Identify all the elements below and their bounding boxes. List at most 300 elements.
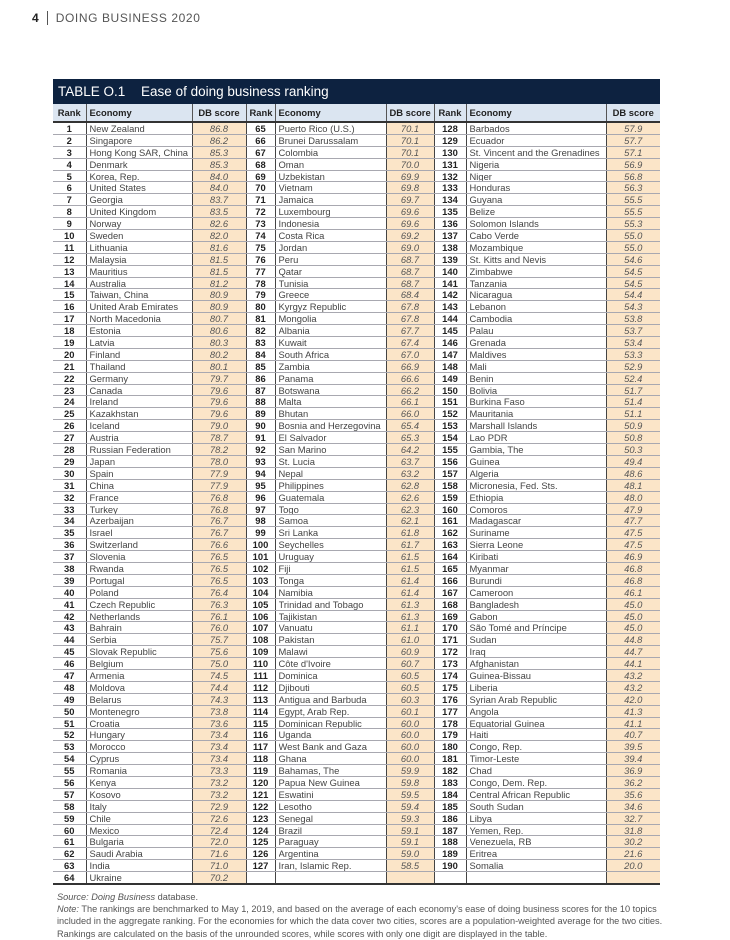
db-score-cell (606, 206, 660, 218)
rank-cell-text: 55 (64, 765, 75, 776)
source-line (57, 891, 669, 903)
db-score-cell (386, 788, 434, 800)
rank-cell-text: 158 (442, 479, 458, 491)
db-score-cell (386, 301, 434, 313)
rank-cell-text: 171 (442, 634, 458, 646)
db-score-cell (386, 622, 434, 634)
db-score-cell (606, 218, 660, 230)
db-score-cell-text: 69.2 (400, 230, 420, 241)
db-score-cell (386, 134, 434, 146)
economy-cell-text: Seychelles (278, 539, 324, 551)
db-score-cell-text: 59.8 (400, 776, 420, 788)
rank-cell-text: 117 (252, 741, 269, 753)
economy-cell-text: Paraguay (278, 836, 319, 848)
economy-cell (86, 669, 192, 681)
table-row (53, 729, 660, 741)
db-score-cell-text: 72.6 (209, 812, 229, 824)
rank-cell (53, 170, 86, 182)
table-row (53, 348, 660, 360)
economy-cell (466, 253, 606, 265)
db-score-cell-text: 79.6 (209, 396, 229, 408)
rank-cell-text: 106 (252, 610, 269, 622)
economy-cell (275, 301, 386, 313)
rank-cell (53, 146, 86, 158)
economy-cell (275, 776, 386, 788)
rank-cell-text: 141 (442, 277, 458, 289)
db-score-cell-text: 76.1 (209, 610, 229, 622)
db-score-cell (192, 812, 246, 824)
rank-cell-text: 189 (442, 848, 458, 860)
db-score-cell (386, 230, 434, 242)
rank-cell-text: 53 (64, 741, 75, 753)
economy-cell-text: Netherlands (89, 610, 141, 622)
db-score-cell (606, 313, 660, 325)
rank-cell (53, 134, 86, 146)
rank-cell-text: 104 (252, 586, 269, 598)
header-db-score: DB score (386, 104, 434, 122)
db-score-cell-text: 61.0 (400, 634, 420, 646)
economy-cell-text: Korea, Rep. (89, 170, 140, 182)
economy-cell (466, 360, 606, 372)
db-score-cell (192, 574, 246, 586)
db-score-cell-text: 72.0 (209, 836, 229, 848)
rank-cell (53, 800, 86, 812)
rank-cell (53, 432, 86, 444)
economy-cell (275, 836, 386, 848)
rank-cell (434, 265, 466, 277)
header-rank: Rank (53, 104, 86, 122)
economy-cell (275, 717, 386, 729)
rank-cell (246, 253, 275, 265)
db-score-cell (192, 384, 246, 396)
table-row (53, 337, 660, 349)
economy-cell-text: Palau (469, 325, 494, 337)
db-score-cell (192, 170, 246, 182)
economy-cell (466, 574, 606, 586)
rank-cell (434, 444, 466, 456)
db-score-cell (606, 610, 660, 622)
rank-cell-text: 73 (255, 218, 266, 230)
rank-cell (434, 812, 466, 824)
db-score-cell-text: 60.1 (400, 705, 420, 717)
economy-cell (466, 646, 606, 658)
rank-cell (434, 230, 466, 242)
rank-cell (246, 753, 275, 765)
rank-cell-text: 28 (64, 444, 75, 455)
economy-cell (86, 765, 192, 777)
economy-cell-text: Lithuania (89, 241, 128, 253)
rank-cell (434, 622, 466, 634)
db-score-cell-text: 74.4 (209, 681, 229, 693)
table-row (53, 717, 660, 729)
rank-cell (246, 872, 275, 884)
table-row (53, 396, 660, 408)
economy-cell-text: Comoros (469, 503, 508, 515)
economy-cell-text: Jordan (278, 241, 308, 253)
db-score-cell (386, 562, 434, 574)
economy-cell-text: Samoa (278, 515, 309, 527)
table-row (53, 776, 660, 788)
rank-cell (53, 158, 86, 170)
rank-cell-text: 142 (442, 289, 458, 301)
db-score-cell-text: 57.7 (624, 134, 643, 146)
rank-cell (246, 658, 275, 670)
rank-cell (246, 586, 275, 598)
rank-cell (53, 182, 86, 194)
rank-cell-text: 99 (255, 527, 266, 539)
db-score-cell-text: 79.6 (209, 408, 229, 420)
rank-cell-text: 40 (64, 586, 75, 598)
economy-cell (466, 503, 606, 515)
economy-cell-text: China (89, 479, 114, 491)
db-score-cell-text: 66.1 (400, 396, 420, 408)
db-score-cell-text: 73.4 (209, 753, 229, 765)
rank-cell (434, 729, 466, 741)
db-score-cell-text: 71.6 (209, 848, 229, 860)
db-score-cell-text: 20.0 (624, 860, 643, 872)
economy-cell-text: Togo (278, 503, 299, 515)
rank-cell-text: 152 (442, 408, 458, 420)
db-score-cell-text: 68.7 (400, 277, 420, 289)
table-row (53, 265, 660, 277)
rank-cell (53, 812, 86, 824)
rank-cell-text: 174 (442, 669, 458, 681)
db-score-cell-text: 79.6 (209, 384, 229, 396)
rank-cell-text: 6 (66, 182, 72, 194)
db-score-cell-text: 60.0 (400, 717, 420, 729)
economy-cell-text: Brazil (278, 824, 302, 836)
db-score-cell (386, 146, 434, 158)
economy-cell (275, 182, 386, 194)
db-score-cell-text: 68.7 (400, 265, 420, 277)
economy-cell-text: Bahamas, The (278, 765, 340, 776)
rank-cell-text: 5 (66, 170, 72, 182)
db-score-cell (192, 658, 246, 670)
economy-cell-text: Kosovo (89, 788, 121, 800)
rank-cell-text: 81 (255, 313, 266, 325)
db-score-cell (386, 527, 434, 539)
economy-cell-text: Croatia (89, 717, 120, 729)
rank-cell-text: 130 (442, 146, 458, 158)
rank-cell (434, 788, 466, 800)
economy-cell (86, 158, 192, 170)
rank-cell-text: 87 (255, 384, 266, 396)
table-row (53, 574, 660, 586)
rank-cell (53, 788, 86, 800)
db-score-cell (386, 479, 434, 491)
db-score-cell (606, 170, 660, 182)
economy-cell-text: Azerbaijan (89, 515, 134, 527)
db-score-cell-text: 21.6 (624, 848, 643, 860)
rank-cell-text: 134 (442, 194, 458, 206)
db-score-cell-text: 56.8 (624, 170, 643, 182)
rank-cell (434, 467, 466, 479)
table-row (53, 741, 660, 753)
economy-cell (275, 693, 386, 705)
table-row (53, 824, 660, 836)
db-score-cell-text: 67.4 (400, 337, 420, 348)
economy-cell (275, 265, 386, 277)
rank-cell (246, 634, 275, 646)
rank-cell (53, 277, 86, 289)
rank-cell-text: 38 (64, 562, 75, 574)
rank-cell-text: 92 (255, 444, 266, 455)
economy-cell-text: Burkina Faso (469, 396, 525, 408)
rank-cell (53, 396, 86, 408)
db-score-cell (386, 313, 434, 325)
economy-cell-text: Ecuador (469, 134, 505, 146)
rank-cell-text: 185 (442, 800, 458, 812)
rank-cell-text: 126 (252, 848, 269, 860)
economy-cell-text: Taiwan, China (89, 289, 149, 301)
table-row (53, 218, 660, 230)
rank-cell (434, 337, 466, 349)
economy-cell-text: Vanuatu (278, 622, 313, 634)
rank-cell (53, 360, 86, 372)
db-score-cell (606, 860, 660, 872)
db-score-cell (606, 360, 660, 372)
rank-cell (53, 230, 86, 242)
db-score-cell-text: 53.8 (624, 313, 643, 325)
db-score-cell (192, 408, 246, 420)
economy-cell-text: Mauritius (89, 265, 128, 277)
db-score-cell (386, 337, 434, 349)
table-row (53, 455, 660, 467)
rank-cell (246, 289, 275, 301)
economy-cell-text: South Sudan (469, 800, 524, 812)
economy-cell-text: Guyana (469, 194, 503, 206)
db-score-cell-text: 81.2 (209, 277, 229, 289)
db-score-cell (386, 824, 434, 836)
db-score-cell-text: 44.1 (624, 658, 643, 669)
table-row (53, 313, 660, 325)
db-score-cell (192, 277, 246, 289)
db-score-cell-text: 71.0 (209, 860, 229, 872)
rank-cell-text: 187 (442, 824, 458, 836)
economy-cell (466, 788, 606, 800)
economy-cell-text: Singapore (89, 134, 133, 146)
db-score-cell (606, 444, 660, 456)
db-score-cell-text: 59.9 (400, 765, 420, 776)
header-rank: Rank (434, 104, 466, 122)
rank-cell-text: 51 (64, 717, 75, 729)
rank-cell-text: 68 (255, 158, 266, 170)
db-score-cell (386, 194, 434, 206)
db-score-cell (606, 289, 660, 301)
rank-cell (434, 194, 466, 206)
db-score-cell-text: 53.7 (624, 325, 643, 337)
economy-cell (275, 872, 386, 884)
db-score-cell (192, 491, 246, 503)
db-score-cell-text: 80.9 (209, 289, 229, 301)
db-score-cell-text: 60.5 (400, 681, 420, 693)
db-score-cell-text: 79.7 (209, 372, 229, 384)
db-score-cell-text: 83.5 (209, 206, 229, 218)
rank-cell-text: 19 (64, 337, 75, 348)
header-economy: Economy (466, 104, 606, 122)
db-score-cell-text: 73.4 (209, 729, 229, 741)
rank-cell-text: 102 (252, 562, 269, 574)
header-row (53, 104, 660, 122)
economy-cell (86, 776, 192, 788)
rank-cell-text: 143 (442, 301, 458, 313)
table-body (53, 122, 660, 884)
economy-cell-text: Estonia (89, 325, 121, 337)
economy-cell-text: Serbia (89, 634, 117, 646)
economy-cell (86, 598, 192, 610)
rank-cell-text: 118 (252, 753, 269, 765)
economy-cell (466, 218, 606, 230)
economy-cell (86, 325, 192, 337)
rank-cell (246, 729, 275, 741)
rank-cell (53, 206, 86, 218)
economy-cell-text: Timor-Leste (469, 753, 520, 765)
rank-cell (246, 860, 275, 872)
economy-cell (86, 479, 192, 491)
economy-cell-text: Mongolia (278, 313, 317, 325)
economy-cell (86, 277, 192, 289)
db-score-cell (192, 396, 246, 408)
economy-cell-text: Marshall Islands (469, 420, 538, 432)
economy-cell-text: Malawi (278, 646, 308, 658)
economy-cell (275, 170, 386, 182)
economy-cell-text: Antigua and Barbuda (278, 693, 367, 705)
header-rank: Rank (246, 104, 275, 122)
table-row (53, 669, 660, 681)
table-row (53, 301, 660, 313)
table-row (53, 848, 660, 860)
db-score-cell (192, 872, 246, 884)
rank-cell-text: 179 (442, 729, 458, 741)
economy-cell-text: Iceland (89, 420, 120, 432)
economy-cell-text: Czech Republic (89, 598, 156, 610)
db-score-cell (192, 265, 246, 277)
economy-cell-text: Eritrea (469, 848, 498, 860)
db-score-cell (192, 586, 246, 598)
rank-cell-text: 70 (255, 182, 266, 194)
rank-cell-text: 27 (64, 432, 75, 444)
economy-cell-text: Uruguay (278, 551, 314, 562)
db-score-cell (606, 562, 660, 574)
economy-cell (466, 134, 606, 146)
rank-cell (246, 551, 275, 563)
economy-cell-text: Congo, Dem. Rep. (469, 776, 548, 788)
economy-cell (275, 562, 386, 574)
economy-cell (86, 122, 192, 134)
economy-cell-text: Belize (469, 206, 496, 218)
rank-cell-text: 150 (442, 384, 458, 396)
economy-cell (86, 396, 192, 408)
rank-cell-text: 57 (64, 788, 75, 800)
rank-cell (434, 551, 466, 563)
economy-cell (86, 753, 192, 765)
rank-cell (246, 562, 275, 574)
economy-cell (86, 206, 192, 218)
db-score-cell (192, 681, 246, 693)
rank-cell-text: 65 (255, 123, 266, 134)
rank-cell (53, 408, 86, 420)
economy-cell-text: Saudi Arabia (89, 848, 143, 860)
economy-cell-text: Tonga (278, 574, 305, 586)
db-score-cell-text: 66.6 (400, 372, 420, 384)
rank-cell (246, 241, 275, 253)
economy-cell (466, 610, 606, 622)
rank-cell-text: 116 (252, 729, 269, 741)
db-score-cell-text: 69.9 (400, 170, 420, 182)
economy-cell (86, 812, 192, 824)
rank-cell-text: 180 (442, 741, 458, 753)
economy-cell (86, 241, 192, 253)
economy-cell-text: Tanzania (469, 277, 508, 289)
economy-cell (86, 551, 192, 563)
rank-cell (53, 610, 86, 622)
db-score-cell-text: 76.7 (209, 515, 229, 527)
db-score-cell (606, 539, 660, 551)
db-score-cell (192, 218, 246, 230)
economy-cell (466, 384, 606, 396)
db-score-cell (192, 753, 246, 765)
db-score-cell (192, 527, 246, 539)
economy-cell (466, 872, 606, 884)
db-score-cell-text: 74.5 (209, 669, 229, 681)
rank-cell (246, 705, 275, 717)
rank-cell-text: 89 (255, 408, 266, 420)
economy-cell (466, 396, 606, 408)
db-score-cell (192, 515, 246, 527)
rank-cell (246, 491, 275, 503)
db-score-cell (606, 491, 660, 503)
rank-cell (434, 824, 466, 836)
rank-cell (246, 432, 275, 444)
rank-cell-text: 167 (442, 586, 458, 598)
economy-cell-text: India (89, 860, 110, 872)
economy-cell (86, 194, 192, 206)
economy-cell (275, 218, 386, 230)
rank-cell (53, 539, 86, 551)
rank-cell (434, 420, 466, 432)
db-score-cell (192, 360, 246, 372)
db-score-cell-text: 47.5 (624, 539, 643, 551)
rank-cell (246, 717, 275, 729)
rank-cell-text: 101 (252, 551, 269, 562)
economy-cell (275, 384, 386, 396)
rank-cell-text: 147 (442, 348, 458, 360)
db-score-cell (386, 836, 434, 848)
economy-cell-text: Gabon (469, 610, 498, 622)
economy-cell-text: Hungary (89, 729, 125, 741)
rank-cell-text: 164 (442, 551, 458, 562)
rank-cell (246, 384, 275, 396)
economy-cell-text: Poland (89, 586, 119, 598)
rank-cell-text: 178 (442, 717, 458, 729)
rank-cell-text: 111 (253, 669, 268, 681)
db-score-cell (386, 408, 434, 420)
db-score-cell (192, 337, 246, 349)
db-score-cell (386, 610, 434, 622)
table-row (53, 836, 660, 848)
header-db-score: DB score (192, 104, 246, 122)
table-row (53, 634, 660, 646)
db-score-cell-text: 48.1 (624, 479, 643, 491)
table-title: Ease of doing business ranking (141, 84, 329, 99)
db-score-cell-text: 86.8 (209, 123, 229, 134)
rank-cell (434, 479, 466, 491)
rank-cell-text: 84 (255, 348, 266, 360)
rank-cell-text: 132 (442, 170, 458, 182)
rank-cell (246, 479, 275, 491)
db-score-cell-text: 75.0 (209, 658, 229, 669)
db-score-cell-text: 41.3 (624, 705, 643, 717)
